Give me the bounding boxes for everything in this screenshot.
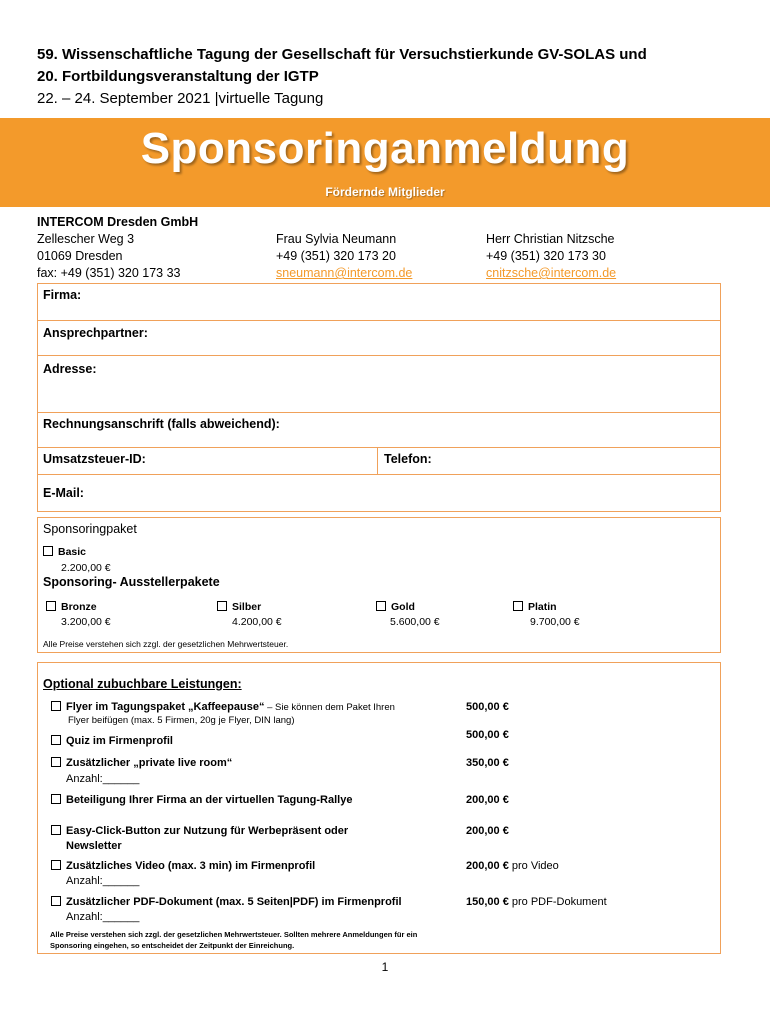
company-city: 01069 Dresden bbox=[37, 249, 123, 263]
optional-note-line2: Sponsoring eingehen, so entscheidet der Zeitpunkt der Einreichung. bbox=[50, 941, 295, 950]
quiz-checkbox[interactable] bbox=[51, 735, 61, 745]
live-room-quantity[interactable]: Anzahl:______ bbox=[66, 773, 140, 785]
company-fax: fax: +49 (351) 320 173 33 bbox=[37, 266, 181, 280]
exhibitor-title: Sponsoring- Ausstellerpakete bbox=[43, 575, 220, 589]
contact-name: Frau Sylvia Neumann bbox=[276, 232, 397, 246]
video-price: 200,00 € bbox=[466, 860, 509, 872]
contact-email-link[interactable]: sneumann@intercom.de bbox=[276, 266, 413, 280]
header-line-1: 59. Wissenschaftliche Tagung der Gesellschaft für Versuchstierkunde GV-SOLAS und bbox=[37, 46, 647, 63]
rallye-checkbox[interactable] bbox=[51, 794, 61, 804]
field-email[interactable] bbox=[38, 475, 720, 511]
bronze-label: Bronze bbox=[61, 601, 97, 613]
quiz-label: Quiz im Firmenprofil bbox=[66, 735, 173, 747]
optional-title: Optional zubuchbare Leistungen: bbox=[43, 677, 242, 691]
sponsoring-packages-box bbox=[37, 517, 721, 653]
contact-nitzsche bbox=[486, 231, 616, 282]
platin-checkbox[interactable] bbox=[513, 601, 523, 611]
company-address bbox=[37, 214, 198, 282]
option-rallye[interactable] bbox=[51, 794, 352, 806]
bronze-price: 3.200,00 € bbox=[61, 616, 111, 628]
gold-option[interactable] bbox=[376, 601, 415, 613]
field-ansprechpartner[interactable] bbox=[38, 321, 720, 356]
silber-checkbox[interactable] bbox=[217, 601, 227, 611]
contact-neumann bbox=[276, 231, 412, 282]
basic-label: Basic bbox=[58, 546, 87, 558]
contact-email-link[interactable]: cnitzsche@intercom.de bbox=[486, 266, 617, 280]
field-adresse[interactable] bbox=[38, 356, 720, 413]
live-room-label: Zusätzlicher „private live room“ bbox=[66, 757, 233, 769]
easy-click-label: Easy-Click-Button zur Nutzung für Werbepräsent oder bbox=[66, 825, 349, 837]
flyer-desc-line2: Flyer beifügen (max. 5 Firmen, 20g je Flyer, DIN lang) bbox=[68, 715, 295, 726]
flyer-label: Flyer im Tagungspaket „Kaffeepause“ bbox=[66, 701, 265, 713]
gold-checkbox[interactable] bbox=[376, 601, 386, 611]
gold-price: 5.600,00 € bbox=[390, 616, 440, 628]
rallye-label: Beteiligung Ihrer Firma an der virtuellen Tagung-Rallye bbox=[66, 794, 353, 806]
easy-click-price: 200,00 € bbox=[466, 825, 509, 837]
optional-note-line1: Alle Preise verstehen sich zzgl. der gesetzlichen Mehrwertsteuer. Sollten mehrere Anmeldungen für ein bbox=[50, 930, 418, 939]
option-video[interactable] bbox=[51, 860, 315, 872]
field-label: Adresse: bbox=[43, 362, 97, 376]
field-label: E-Mail: bbox=[43, 486, 84, 500]
live-room-checkbox[interactable] bbox=[51, 757, 61, 767]
field-label: Rechnungsanschrift (falls abweichend): bbox=[43, 417, 280, 431]
field-label-ust: Umsatzsteuer-ID: bbox=[43, 452, 146, 466]
easy-click-label-line2: Newsletter bbox=[66, 840, 122, 852]
page-subtitle: Fördernde Mitglieder bbox=[325, 185, 445, 199]
field-label-telefon: Telefon: bbox=[384, 452, 432, 466]
header-line-2: 20. Fortbildungsveranstaltung der IGTP bbox=[37, 68, 319, 85]
contact-phone: +49 (351) 320 173 20 bbox=[276, 249, 396, 263]
silber-label: Silber bbox=[232, 601, 262, 613]
field-label: Ansprechpartner: bbox=[43, 326, 148, 340]
silber-price: 4.200,00 € bbox=[232, 616, 282, 628]
flyer-checkbox[interactable] bbox=[51, 701, 61, 711]
option-flyer[interactable] bbox=[51, 701, 395, 713]
pdf-quantity[interactable]: Anzahl:______ bbox=[66, 911, 140, 923]
page-number: 1 bbox=[381, 960, 389, 974]
optional-services-box bbox=[37, 662, 721, 954]
pdf-checkbox[interactable] bbox=[51, 896, 61, 906]
field-label: Firma: bbox=[43, 288, 82, 302]
title-banner bbox=[0, 118, 770, 207]
flyer-desc: – Sie können dem Paket Ihren bbox=[264, 702, 395, 713]
bronze-checkbox[interactable] bbox=[46, 601, 56, 611]
option-live-room[interactable] bbox=[51, 757, 232, 769]
registration-form bbox=[37, 283, 721, 512]
packages-vat-note: Alle Preise verstehen sich zzgl. der gesetzlichen Mehrwertsteuer. bbox=[43, 639, 289, 649]
packages-title: Sponsoringpaket bbox=[43, 522, 137, 536]
option-pdf[interactable] bbox=[51, 896, 402, 908]
platin-label: Platin bbox=[528, 601, 557, 613]
rallye-price: 200,00 € bbox=[466, 794, 509, 806]
field-firma[interactable] bbox=[38, 284, 720, 321]
live-room-price: 350,00 € bbox=[466, 757, 509, 769]
platin-price: 9.700,00 € bbox=[530, 616, 580, 628]
pdf-price-row bbox=[466, 896, 607, 908]
field-rechnungsanschrift[interactable] bbox=[38, 413, 720, 448]
silber-option[interactable] bbox=[217, 601, 261, 613]
option-quiz[interactable] bbox=[51, 735, 173, 747]
basic-option[interactable] bbox=[43, 546, 86, 558]
contact-name: Herr Christian Nitzsche bbox=[486, 232, 615, 246]
gold-label: Gold bbox=[391, 601, 415, 613]
easy-click-checkbox[interactable] bbox=[51, 825, 61, 835]
company-street: Zellescher Weg 3 bbox=[37, 232, 135, 246]
field-ust-telefon-row bbox=[38, 448, 720, 475]
event-header bbox=[37, 44, 647, 110]
quiz-price: 500,00 € bbox=[466, 729, 509, 741]
pdf-price: 150,00 € bbox=[466, 896, 509, 908]
flyer-price: 500,00 € bbox=[466, 701, 509, 713]
header-line-3: 22. – 24. September 2021 |virtuelle Tagung bbox=[37, 90, 324, 107]
video-checkbox[interactable] bbox=[51, 860, 61, 870]
bronze-option[interactable] bbox=[46, 601, 97, 613]
platin-option[interactable] bbox=[513, 601, 557, 613]
pdf-label: Zusätzlicher PDF-Dokument (max. 5 Seiten|PDF) im Firmenprofil bbox=[66, 896, 402, 908]
option-easy-click[interactable] bbox=[51, 825, 348, 837]
video-price-suffix: pro Video bbox=[508, 860, 559, 872]
basic-checkbox[interactable] bbox=[43, 546, 53, 556]
contact-phone: +49 (351) 320 173 30 bbox=[486, 249, 606, 263]
basic-price: 2.200,00 € bbox=[61, 562, 111, 574]
divider bbox=[377, 448, 378, 474]
video-quantity[interactable]: Anzahl:______ bbox=[66, 875, 140, 887]
company-name: INTERCOM Dresden GmbH bbox=[37, 215, 199, 229]
video-label: Zusätzliches Video (max. 3 min) im Firmenprofil bbox=[66, 860, 316, 872]
page-title: Sponsoringanmeldung bbox=[140, 124, 630, 173]
video-price-row bbox=[466, 860, 559, 872]
pdf-price-suffix: pro PDF-Dokument bbox=[508, 896, 607, 908]
